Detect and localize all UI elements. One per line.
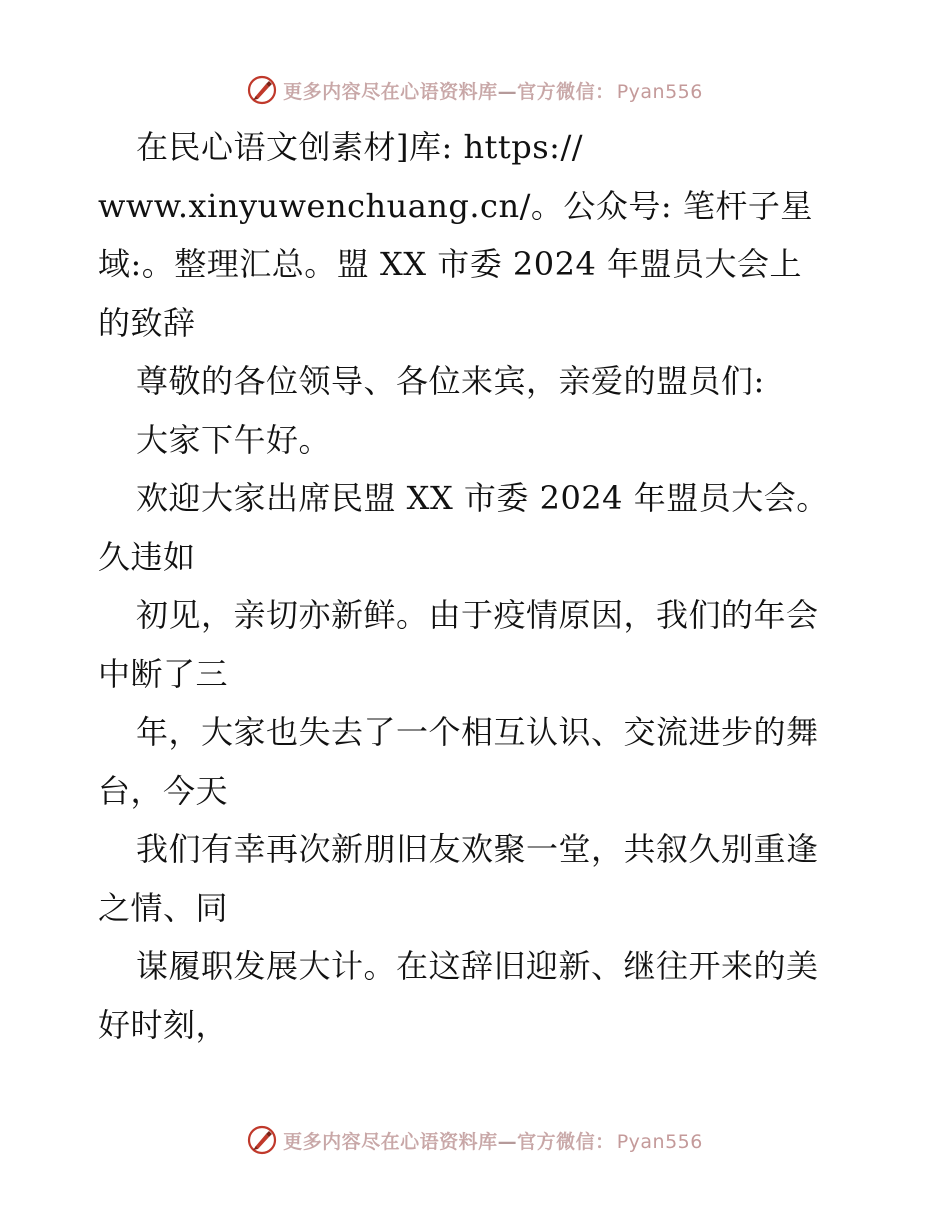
header-banner [0,70,950,110]
pen-logo-icon [247,1125,277,1155]
text-line: 中断了三 [98,654,229,693]
document-body [98,118,858,1054]
text-line: 在民心语文创素材]库: https:// [136,128,584,166]
text-line: 台，今天 [98,771,229,810]
text-line: 欢迎大家出席民盟 XX 市委 2024 年盟员大会。 [136,479,829,517]
text-line: 好时刻， [98,1005,229,1044]
pen-logo-icon [247,75,277,105]
text-line: 久违如 [98,537,196,576]
text-line: 尊敬的各位领导、各位来宾，亲爱的盟员们: [136,362,765,400]
text-line: 的致辞 [98,303,196,342]
text-line: 之情、同 [98,888,229,927]
text-line: 域:。整理汇总。盟 XX 市委 2024 年盟员大会上 [98,245,802,283]
text-line: www.xinyuwenchuang.cn/。公众号: 笔杆子星 [98,186,813,225]
text-line: 年，大家也失去了一个相互认识、交流进步的舞 [136,713,819,751]
banner-text: 更多内容尽在心语资料库—官方微信： Pyan556 [283,1130,703,1153]
footer-banner [0,1120,950,1160]
text-line: 初见，亲切亦新鲜。由于疫情原因，我们的年会 [136,596,819,634]
text-line: 谋履职发展大计。在这辞旧迎新、继往开来的美 [136,947,819,985]
text-line: 我们有幸再次新朋旧友欢聚一堂，共叙久别重逢 [136,830,819,868]
text-line: 大家下午好。 [136,420,332,459]
banner-text: 更多内容尽在心语资料库—官方微信： Pyan556 [283,80,703,103]
